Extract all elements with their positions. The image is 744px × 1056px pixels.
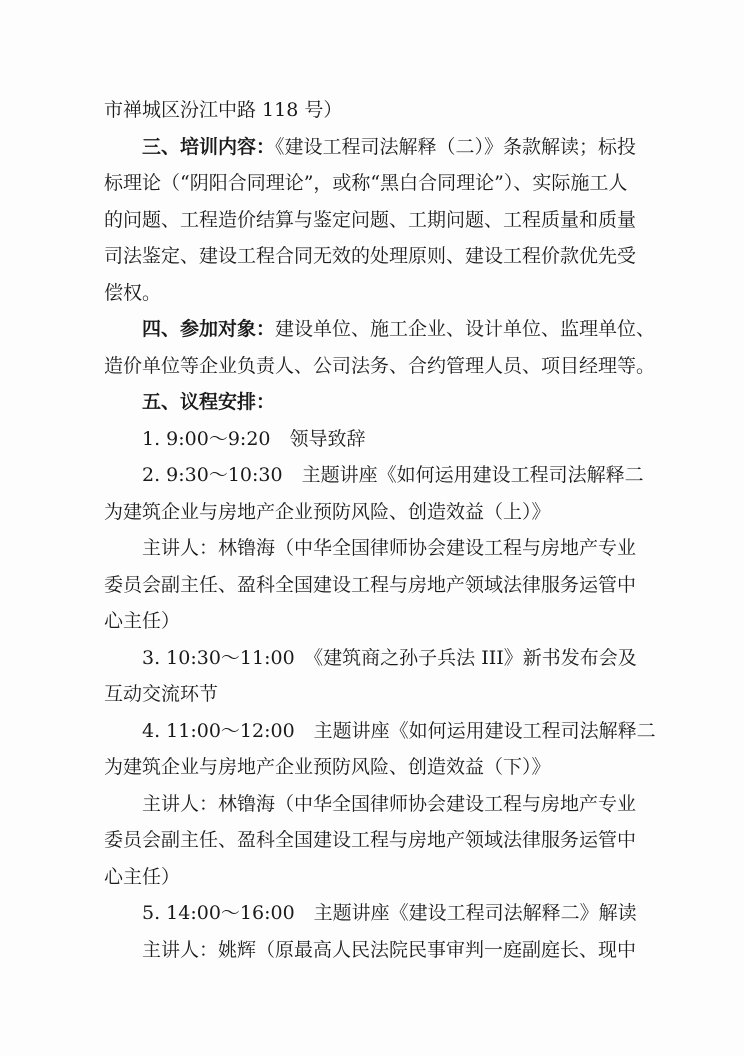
agenda-item-3-continued: 互动交流环节 [104, 683, 219, 705]
section-4-heading: 四、参加对象： [142, 318, 276, 340]
agenda-item-2: 2. 9:30～10:30 主题讲座《如何运用建设工程司法解释二 [142, 464, 644, 486]
section-3-line: 的问题、工程造价结算与鉴定问题、工期问题、工程质量和质量 [104, 208, 637, 231]
section-3-line [104, 129, 664, 166]
section-3-line: 偿权。 [104, 281, 162, 304]
agenda-item-2-continued: 为建筑企业与房地产企业预防风险、创造效益（上）》 [104, 500, 551, 523]
speaker-line: 主讲人：林镥海（中华全国律师协会建设工程与房地产专业 [142, 792, 637, 815]
section-4-text: 建设单位、施工企业、设计单位、监理单位、 [275, 318, 656, 340]
agenda-item-4: 4. 11:00～12:00 主题讲座《如何运用建设工程司法解释二 [142, 719, 656, 742]
agenda-item-5: 5. 14:00～16:00 主题讲座《建设工程司法解释二》解读 [142, 902, 637, 924]
address-continuation: 市禅城区汾江中路 118 号） [104, 99, 343, 121]
section-4-line [104, 311, 664, 348]
speaker-line: 委员会副主任、盈科全国建设工程与房地产领域法律服务运管中 [104, 829, 637, 851]
speaker-line: 委员会副主任、盈科全国建设工程与房地产领域法律服务运管中 [104, 573, 637, 596]
section-3-line: 司法鉴定、建设工程合同无效的处理原则、建设工程价款优先受 [104, 245, 637, 267]
speaker-line: 心主任） [104, 610, 181, 632]
section-3-text: 《建设工程司法解释（二）》条款解读；标投 [275, 135, 637, 158]
speaker-line: 主讲人：林镥海（中华全国律师协会建设工程与房地产专业 [142, 537, 637, 559]
agenda-item-4-continued: 为建筑企业与房地产企业预防风险、创造效益（下）》 [104, 756, 551, 778]
document-body [104, 92, 664, 968]
section-5-heading: 五、议程安排： [142, 391, 276, 413]
section-3-line: 标理论（“阴阳合同理论”，或称“黑白合同理论”）、实际施工人 [104, 172, 628, 194]
speaker-line: 主讲人：姚辉（原最高人民法院民事审判一庭副庭长、现中 [142, 938, 637, 961]
agenda-item-3: 3. 10:30～11:00 《建筑商之孙子兵法 III》新书发布会及 [142, 646, 637, 669]
section-4-line: 造价单位等企业负责人、公司法务、合约管理人员、项目经理等。 [104, 354, 656, 377]
section-3-heading: 三、培训内容： [142, 135, 276, 158]
speaker-line: 心主任） [104, 865, 181, 888]
agenda-item-1: 1. 9:00～9:20 领导致辞 [142, 427, 366, 450]
